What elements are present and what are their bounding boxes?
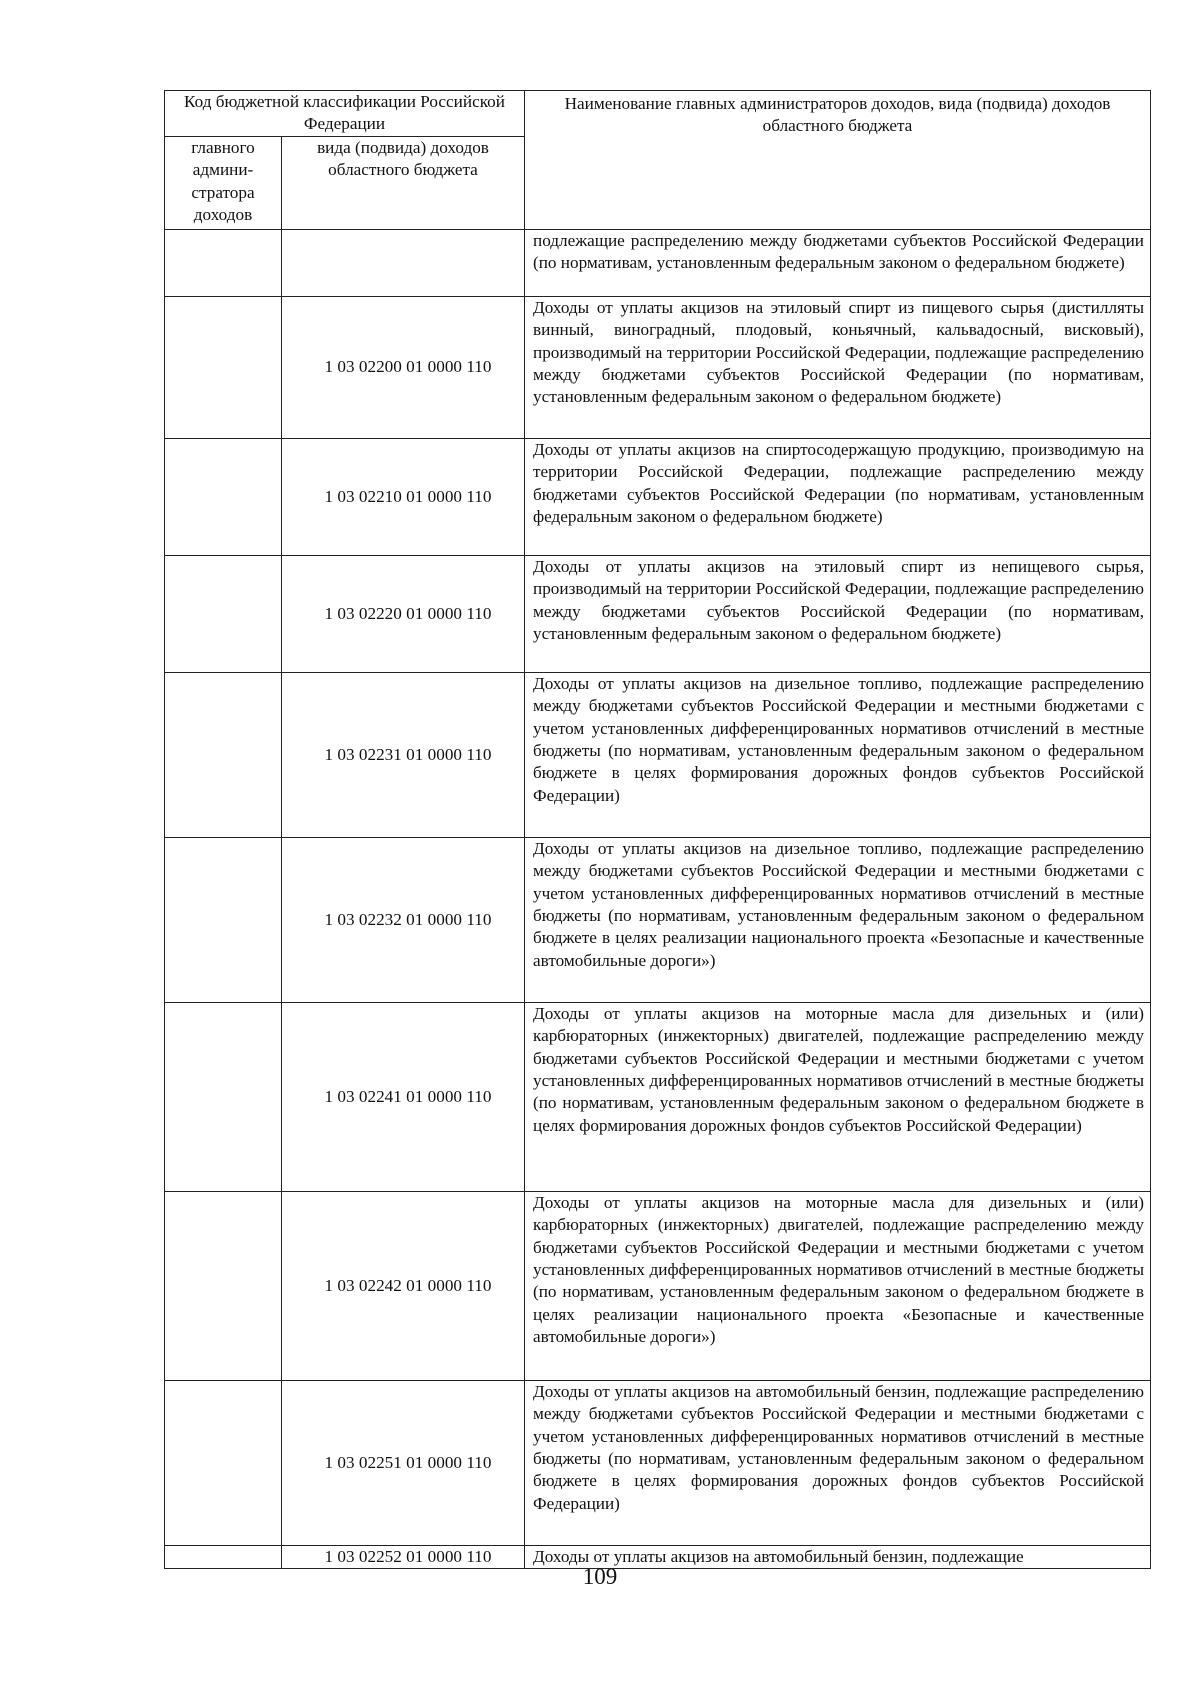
income-name-text: Доходы от уплаты акцизов на автомобильный бензин, подлежащие распределению между бюджетами субъектов Российской Федерации и местными бюджетами с учетом установленных дифференцированных нормативов отчислений в местные бюджеты (по нормативам, установленным федеральным законом о федеральном бюджете в целях формирования дорожных фондов субъектов Российской Федерации) bbox=[533, 1381, 1144, 1513]
income-name-text: Доходы от уплаты акцизов на дизельное топливо, подлежащие распределению между бюджетами субъектов Российской Федерации и местными бюджетами с учетом установленных дифференцированных нормативов отчислений в местные бюджеты (по нормативам, установленным федеральным законом о федеральном бюджете в целях реализации национального проекта «Безопасные и качественные автомобильные дороги») bbox=[533, 838, 1144, 970]
cell-income-name bbox=[525, 1191, 1151, 1380]
cell-income-name bbox=[525, 296, 1151, 438]
cell-admin-code bbox=[165, 1002, 282, 1191]
cell-admin-code bbox=[165, 555, 282, 672]
cell-income-code: 1 03 02242 01 0000 110 bbox=[282, 1191, 525, 1380]
cell-income-code: 1 03 02232 01 0000 110 bbox=[282, 837, 525, 1002]
cell-income-code: 1 03 02200 01 0000 110 bbox=[282, 296, 525, 438]
table-body bbox=[165, 229, 1151, 1568]
budget-classification-table bbox=[164, 90, 1151, 1569]
table-row bbox=[165, 837, 1151, 1002]
cell-income-name bbox=[525, 438, 1151, 555]
table-row bbox=[165, 438, 1151, 555]
cell-income-name bbox=[525, 672, 1151, 837]
cell-admin-code bbox=[165, 672, 282, 837]
cell-income-name bbox=[525, 1002, 1151, 1191]
income-name-text: Доходы от уплаты акцизов на автомобильный бензин, подлежащие bbox=[533, 1546, 1024, 1566]
income-name-text: Доходы от уплаты акцизов на моторные масла для дизельных и (или) карбюраторных (инжекторных) двигателей, подлежащие распределению между бюджетами субъектов Российской Федерации и местными бюджетами с учетом установленных дифференцированных нормативов отчислений в местные бюджеты (по нормативам, установленным федеральным законом о федеральном бюджете в целях реализации национального проекта «Безопасные и качественные автомобильные дороги») bbox=[533, 1192, 1144, 1347]
table-row bbox=[165, 1002, 1151, 1191]
cell-admin-code bbox=[165, 229, 282, 296]
cell-admin-code bbox=[165, 438, 282, 555]
cell-income-name bbox=[525, 837, 1151, 1002]
cell-income-code bbox=[282, 229, 525, 296]
table-row bbox=[165, 555, 1151, 672]
cell-admin-code bbox=[165, 1191, 282, 1380]
table-row bbox=[165, 229, 1151, 296]
table-row bbox=[165, 1380, 1151, 1545]
cell-admin-code bbox=[165, 1380, 282, 1545]
cell-admin-code bbox=[165, 296, 282, 438]
income-name-text: Доходы от уплаты акцизов на дизельное топливо, подлежащие распределению между бюджетами субъектов Российской Федерации и местными бюджетами с учетом установленных дифференцированных нормативов отчислений в местные бюджеты (по нормативам, установленным федеральным законом о федеральном бюджете в целях формирования дорожных фондов субъектов Российской Федерации) bbox=[533, 673, 1144, 805]
table-row bbox=[165, 1191, 1151, 1380]
income-name-text: Доходы от уплаты акцизов на этиловый спирт из непищевого сырья, производимый на территории Российской Федерации, подлежащие распределению между бюджетами субъектов Российской Федерации (по нормативам, установленным федеральным законом о федеральном бюджете) bbox=[533, 556, 1144, 644]
cell-income-name bbox=[525, 229, 1151, 296]
table-row bbox=[165, 672, 1151, 837]
cell-admin-code bbox=[165, 837, 282, 1002]
income-name-text: подлежащие распределению между бюджетами субъектов Российской Федерации (по нормативам, установленным федеральным законом о федеральном бюджете) bbox=[533, 230, 1144, 273]
income-name-text: Доходы от уплаты акцизов на спиртосодержащую продукцию, производимую на территории Российской Федерации, подлежащие распределению между бюджетами субъектов Российской Федерации (по нормативам, установленным федеральным законом о федеральном бюджете) bbox=[533, 439, 1144, 527]
page-number: 109 bbox=[582, 1564, 618, 1589]
header-budget-code-group: Код бюджетной классификации Российской Федерации bbox=[165, 91, 525, 137]
cell-income-code: 1 03 02231 01 0000 110 bbox=[282, 672, 525, 837]
header-income-kind: вида (подвида) доходов областного бюджета bbox=[282, 136, 525, 229]
table-row bbox=[165, 296, 1151, 438]
cell-income-name bbox=[525, 1380, 1151, 1545]
income-name-text: Доходы от уплаты акцизов на этиловый спирт из пищевого сырья (дистилляты винный, виноградный, плодовый, коньячный, кальвадосный, висковый), производимый на территории Российской Федерации, подлежащие распределению между бюджетами субъектов Российской Федерации (по нормативам, установленным федеральным законом о федеральном бюджете) bbox=[533, 297, 1144, 407]
header-administrator-name: Наименование главных администраторов доходов, вида (подвида) доходов областного бюджета bbox=[525, 91, 1151, 230]
cell-income-name bbox=[525, 555, 1151, 672]
cell-income-code: 1 03 02241 01 0000 110 bbox=[282, 1002, 525, 1191]
cell-income-code: 1 03 02220 01 0000 110 bbox=[282, 555, 525, 672]
cell-income-code: 1 03 02251 01 0000 110 bbox=[282, 1380, 525, 1545]
income-name-text: Доходы от уплаты акцизов на моторные масла для дизельных и (или) карбюраторных (инжекторных) двигателей, подлежащие распределению между бюджетами субъектов Российской Федерации и местными бюджетами с учетом установленных дифференцированных нормативов отчислений в местные бюджеты (по нормативам, установленным федеральным законом о федеральном бюджете в целях формирования дорожных фондов субъектов Российской Федерации) bbox=[533, 1003, 1144, 1135]
cell-income-code: 1 03 02210 01 0000 110 bbox=[282, 438, 525, 555]
header-main-administrator: главного админи-стратора доходов bbox=[165, 136, 282, 229]
cell-income-code: 1 03 02252 01 0000 110 bbox=[282, 1545, 525, 1568]
